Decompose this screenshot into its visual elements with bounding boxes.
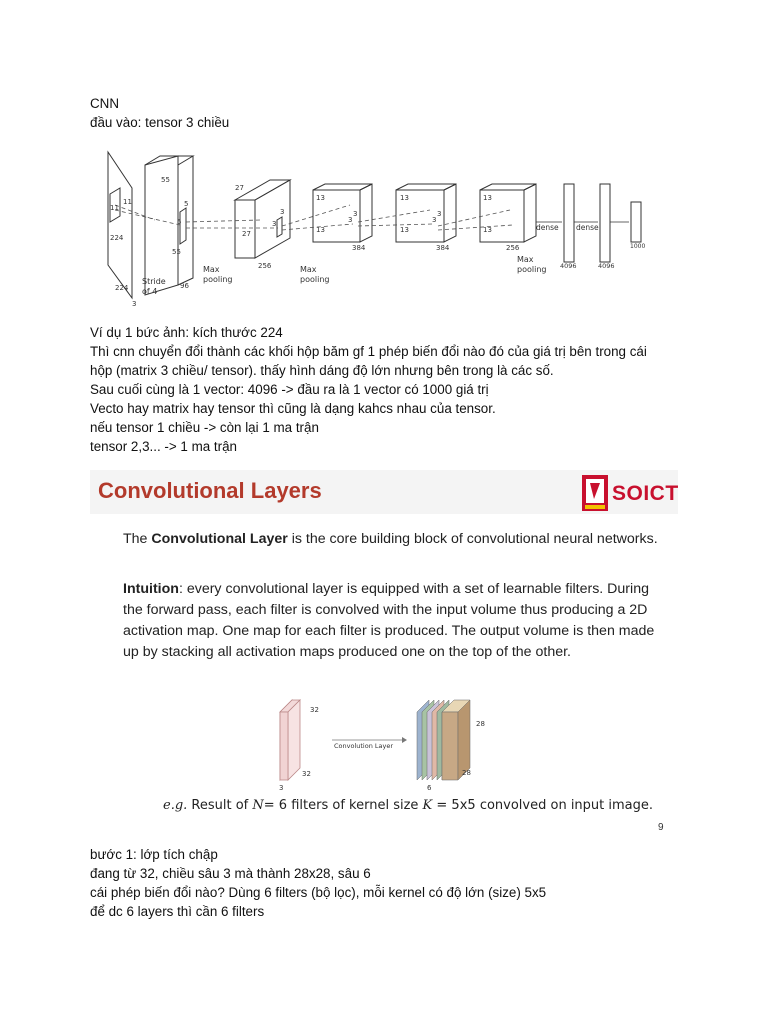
c2-label-3a: 3 bbox=[272, 220, 277, 228]
slide-title: Convolutional Layers bbox=[98, 478, 322, 503]
notes-title: CNN bbox=[90, 96, 120, 111]
notes-mid-6: tensor 2,3... -> 1 ma trận bbox=[90, 439, 237, 454]
alexnet-figure bbox=[90, 130, 680, 325]
p1-bold-term: Convolutional Layer bbox=[151, 531, 288, 547]
soict-logo-icon bbox=[582, 475, 608, 511]
conv-diagram bbox=[270, 690, 510, 800]
in-width-label: 32 bbox=[302, 770, 311, 778]
notes-bottom-0: bước 1: lớp tích chập bbox=[90, 847, 218, 862]
mp2-max-label: Max bbox=[300, 265, 317, 274]
slide-paragraph-2: Intuition: every convolutional layer is equipped with a set of learnable filters. During the forward pass, each filter is convolved with the input volume thus producing a 2D activation map. One map for each filter is produced. The output volume is then made up by stacking all activation maps produced one on the top of the other. bbox=[123, 581, 655, 660]
output-volume bbox=[417, 700, 470, 780]
notes-mid-0: Ví dụ 1 bức ảnh: kích thước 224 bbox=[90, 325, 283, 340]
c1-label-96: 96 bbox=[180, 282, 189, 290]
mp3-pool-label: pooling bbox=[517, 265, 547, 274]
c2-label-27a: 27 bbox=[235, 184, 244, 192]
in-label-11a: 11 bbox=[110, 204, 119, 212]
out-depth-label: 6 bbox=[427, 784, 432, 792]
c1-label-55b: 55 bbox=[172, 248, 181, 256]
c3-label-13a: 13 bbox=[316, 194, 325, 202]
notes-mid-1: Thì cnn chuyển đổi thành các khối hộp băm gf 1 phép biến đổi nào đó của giá trị bên trong cái bbox=[90, 344, 647, 359]
fc3-label: 1000 bbox=[630, 243, 646, 250]
dense2-label: dense bbox=[576, 223, 599, 232]
out-width-label: 28 bbox=[462, 769, 471, 777]
c4-label-3b: 3 bbox=[437, 210, 442, 218]
notes-mid-2: hộp (matrix 3 chiều/ tensor). thấy hình dáng độ lớn nhưng bên trong là các số. bbox=[90, 363, 554, 378]
slide-paragraph-1: The Convolutional Layer is the core building block of convolutional neural networks. bbox=[123, 531, 658, 547]
mp3-max-label: Max bbox=[517, 255, 534, 264]
c3-label-384: 384 bbox=[352, 244, 366, 252]
mp1-pool-label: pooling bbox=[203, 275, 233, 284]
notes-input-line: đầu vào: tensor 3 chiều bbox=[90, 115, 230, 130]
c4-label-13a: 13 bbox=[400, 194, 409, 202]
c5-label-256: 256 bbox=[506, 244, 520, 252]
c2-label-27b: 27 bbox=[242, 230, 251, 238]
notes-bottom-3: để dc 6 layers thì cần 6 filters bbox=[90, 904, 265, 919]
c4-label-13b: 13 bbox=[400, 226, 409, 234]
c5-label-13b: 13 bbox=[483, 226, 492, 234]
dense1-label: dense bbox=[536, 223, 559, 232]
c1-label-55a: 55 bbox=[161, 176, 170, 184]
c1-label-5a: 5 bbox=[177, 218, 182, 226]
c3-label-3b: 3 bbox=[353, 210, 358, 218]
c3-label-3a: 3 bbox=[348, 216, 353, 224]
stride-of4-label: of 4 bbox=[142, 287, 158, 296]
mp2-pool-label: pooling bbox=[300, 275, 330, 284]
c4-label-384: 384 bbox=[436, 244, 450, 252]
stride-label: Stride bbox=[142, 277, 166, 286]
soict-logo-text: SOICT bbox=[612, 482, 679, 505]
notes-mid-4: Vecto hay matrix hay tensor thì cũng là dạng kahcs nhau của tensor. bbox=[90, 401, 496, 416]
c4-label-3a: 3 bbox=[432, 216, 437, 224]
conv-layer-label: Convolution Layer bbox=[334, 742, 394, 750]
slide-page-number: 9 bbox=[658, 822, 664, 833]
c2-label-3b: 3 bbox=[280, 208, 285, 216]
out-height-label: 28 bbox=[476, 720, 485, 728]
in-depth-label: 3 bbox=[279, 784, 284, 792]
in-label-11b: 11 bbox=[123, 198, 132, 206]
notes-bottom-1: đang từ 32, chiều sâu 3 mà thành 28x28, sâu 6 bbox=[90, 866, 371, 881]
notes-mid-5: nếu tensor 1 chiều -> còn lại 1 ma trận bbox=[90, 420, 319, 435]
notes-bottom-2: cái phép biến đổi nào? Dùng 6 filters (bộ lọc), mỗi kernel có độ lớn (size) 5x5 bbox=[90, 885, 547, 900]
c5-label-13a: 13 bbox=[483, 194, 492, 202]
c3-label-13b: 13 bbox=[316, 226, 325, 234]
p2-bold-term: Intuition bbox=[123, 581, 179, 597]
fc2-label: 4096 bbox=[598, 262, 615, 270]
slide-caption: e.g. Result of N= 6 filters of kernel size K = 5x5 convolved on input image. bbox=[163, 798, 654, 813]
in-label-224b: 224 bbox=[115, 284, 129, 292]
in-label-224a: 224 bbox=[110, 234, 124, 242]
in-height-label: 32 bbox=[310, 706, 319, 714]
notes-mid-3: Sau cuối cùng là 1 vector: 4096 -> đầu ra là 1 vector có 1000 giá trị bbox=[90, 382, 489, 397]
in-label-3: 3 bbox=[132, 300, 137, 308]
mp1-max-label: Max bbox=[203, 265, 220, 274]
c2-label-256: 256 bbox=[258, 262, 272, 270]
c1-label-5b: 5 bbox=[184, 200, 189, 208]
fc1-label: 4096 bbox=[560, 262, 577, 270]
